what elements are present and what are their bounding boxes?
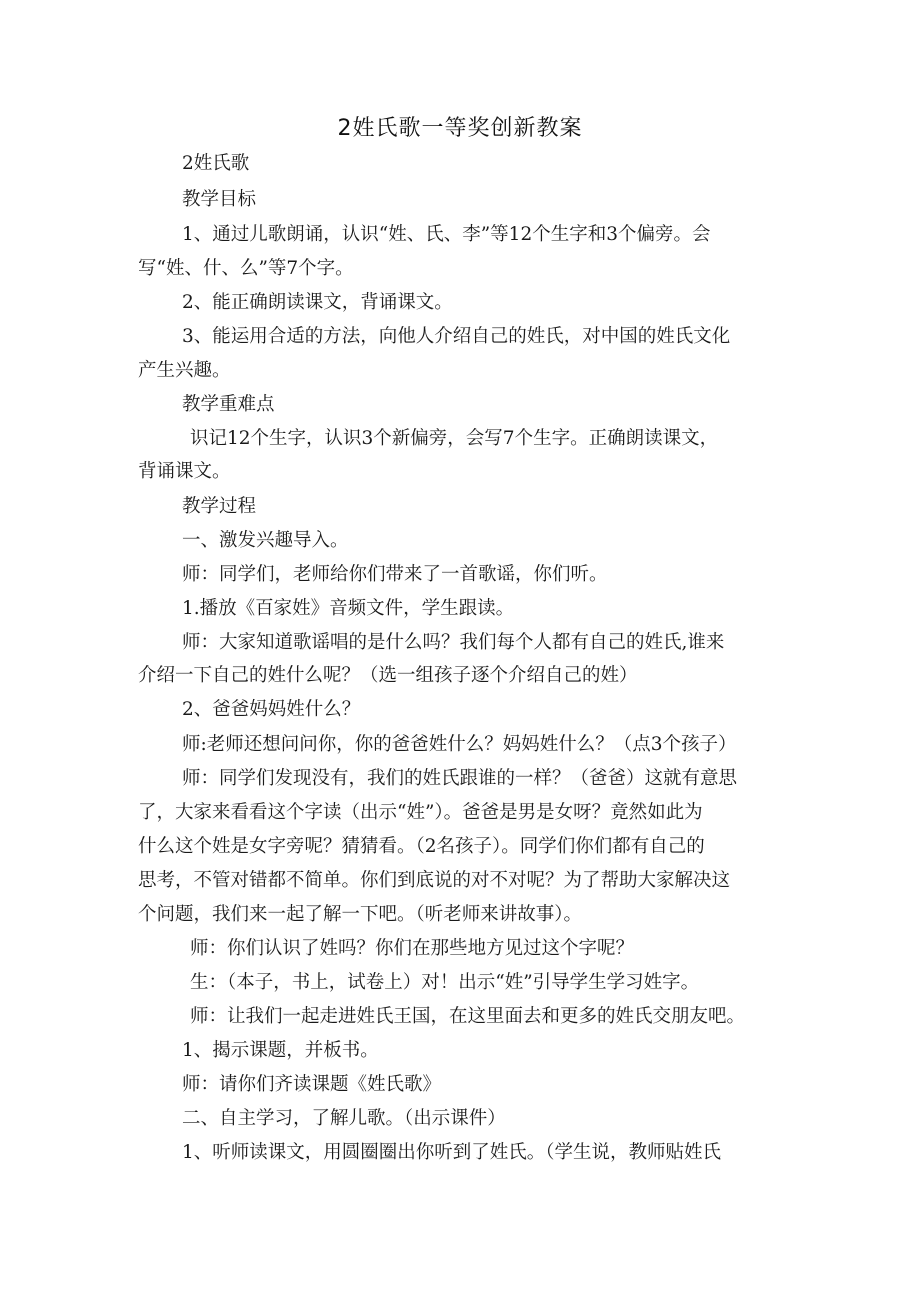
section-heading: 教学重难点 <box>182 394 275 415</box>
text-line: 师：你们认识了姓吗？你们在那些地方见过这个字呢？ <box>190 938 635 959</box>
text-line: 个问题，我们来一起了解一下吧。（听老师来讲故事）。 <box>138 904 583 925</box>
text-line: 师：同学们发现没有，我们的姓氏跟谁的一样？（爸爸）这就有意思 <box>182 768 738 789</box>
text-line: 识记12个生字，认识3个新偏旁，会写7个生字。正确朗读课文， <box>190 428 719 449</box>
text-line: 二、自主学习，了解儿歌。（出示课件） <box>182 1108 506 1129</box>
text-line: 1、听师读课文，用圆圈圈出你听到了姓氏。（学生说，教师贴姓氏 <box>182 1142 722 1163</box>
text-line: 师:老师还想问问你，你的爸爸姓什么？妈妈姓什么？（点3个孩子） <box>182 734 737 755</box>
text-line: 师：同学们，老师给你们带来了一首歌谣，你们听。 <box>182 564 608 585</box>
text-line: 1、通过儿歌朗诵，认识“姓、氏、李”等12个生字和3个偏旁。会 <box>182 224 711 245</box>
text-line: 背诵课文。 <box>138 461 231 482</box>
text-line: 一、激发兴趣导入。 <box>182 530 349 551</box>
section-heading: 教学过程 <box>182 496 257 517</box>
text-line: 2、爸爸妈妈姓什么？ <box>182 699 361 720</box>
text-line: 师：大家知道歌谣唱的是什么吗？我们每个人都有自己的姓氏,谁来 <box>182 632 725 653</box>
document-title: 2姓氏歌一等奖创新教案 <box>337 116 583 141</box>
section-heading: 教学目标 <box>182 189 257 210</box>
text-line: 产生兴趣。 <box>138 360 231 381</box>
text-line: 写“姓、什、么”等7个字。 <box>138 258 354 279</box>
text-line: 2、能正确朗读课文，背诵课文。 <box>182 292 453 313</box>
text-line: 什么这个姓是女字旁呢？猜猜看。（2名孩子）。同学们你们都有自己的 <box>138 836 705 857</box>
text-line: 介绍一下自己的姓什么呢？（选一组孩子逐个介绍自己的姓） <box>138 665 638 686</box>
text-line: 2姓氏歌 <box>182 153 250 174</box>
text-line: 3、能运用合适的方法，向他人介绍自己的姓氏，对中国的姓氏文化 <box>182 326 731 347</box>
text-line: 师：让我们一起走进姓氏王国，在这里面去和更多的姓氏交朋友吧。 <box>190 1006 746 1027</box>
text-line: 1、揭示课题，并板书。 <box>182 1040 379 1061</box>
text-line: 师：请你们齐读课题《姓氏歌》 <box>182 1074 442 1095</box>
text-line: 1.播放《百家姓》音频文件，学生跟读。 <box>182 598 515 619</box>
text-line: 思考，不管对错都不简单。你们到底说的对不对呢？为了帮助大家解决这 <box>138 870 731 891</box>
text-line: 了，大家来看看这个字读（出示“姓”）。爸爸是男是女呀？竟然如此为 <box>138 802 703 823</box>
text-line: 生：（本子，书上，试卷上）对！出示“姓”引导学生学习姓字。 <box>190 972 700 993</box>
